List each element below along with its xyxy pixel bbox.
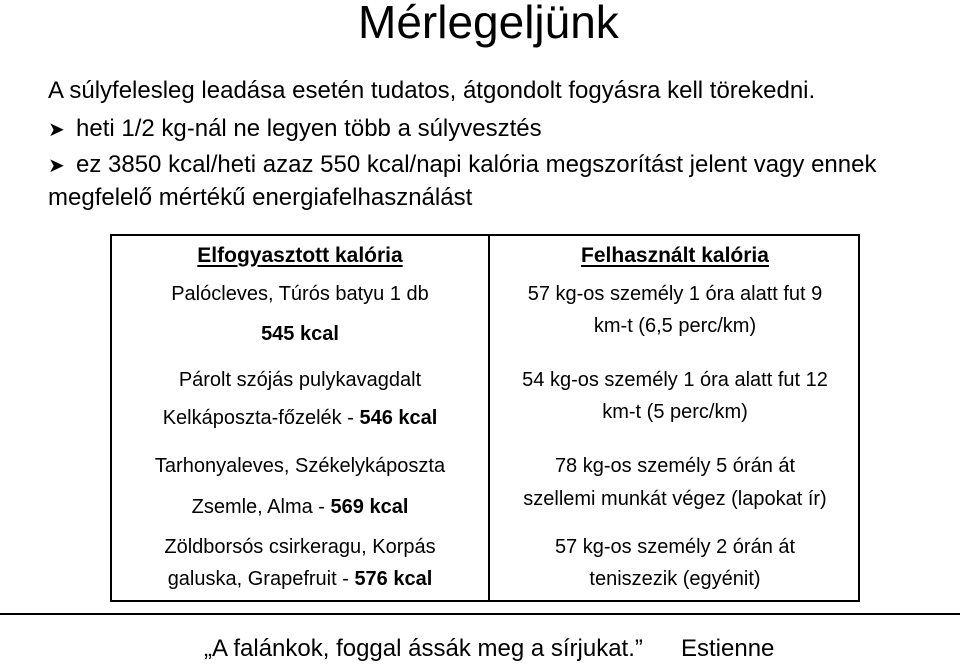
activity-line: 54 kg-os személy 1 óra alatt fut 12 [522,369,828,391]
arrowhead-icon: ➤ [48,155,65,177]
consumed-header: Elfogyasztott kalória [197,244,403,267]
activity-line: 78 kg-os személy 5 órán át [554,455,796,477]
activity-line: km-t (6,5 perc/km) [593,315,757,337]
activity-line: 57 kg-os személy 1 óra alatt fut 9 [527,283,823,305]
kcal-value: 569 kcal [330,496,409,518]
calorie-table [110,234,860,602]
page-title: Mérlegeljünk [358,0,619,48]
activity-line: km-t (5 perc/km) [602,401,748,423]
bullet-item [48,150,876,181]
meal-kcal-line: Zsemle, Alma - 569 kcal [191,496,409,518]
meal-line: Palócleves, Túrós batyu 1 db [171,283,429,305]
bullet-text: ez 3850 kcal/heti azaz 550 kcal/napi kalória megszorítást jelent vagy ennek [76,151,877,178]
meal-kcal-line: Kelkáposzta-főzelék - 546 kcal [162,407,438,429]
bullet-text: heti 1/2 kg-nál ne legyen több a súlyvesztés [76,115,542,142]
intro-text: A súlyfelesleg leadása esetén tudatos, átgondolt fogyásra kell törekedni. [48,77,816,104]
meal-line: Tarhonyaleves, Székelykáposzta [154,455,446,477]
meal-kcal-line: galuska, Grapefruit - 576 kcal [167,568,433,590]
quote-author: Estienne [681,635,775,662]
kcal-value: 576 kcal [354,568,433,590]
meal-line: Párolt szójás pulykavagdalt [178,369,422,391]
footer-divider [0,613,960,615]
kcal-value: 546 kcal [359,407,438,429]
meal-line: Zöldborsós csirkeragu, Korpás [164,536,436,558]
arrowhead-icon: ➤ [48,119,65,141]
bullet-text-continuation: megfelelő mértékű energiafelhasználást [48,184,473,211]
activity-line: teniszezik (egyénit) [589,568,761,590]
bullet-item [48,114,542,145]
kcal-value: 545 kcal [261,323,339,345]
activity-line: szellemi munkát végez (lapokat ír) [523,488,827,510]
footer-quote: „A falánkok, foggal ássák meg a sírjukat.” [204,635,643,662]
activity-line: 57 kg-os személy 2 órán át [554,536,796,558]
burned-header: Felhasznált kalória [581,244,769,267]
meal-kcal-line [112,322,488,346]
